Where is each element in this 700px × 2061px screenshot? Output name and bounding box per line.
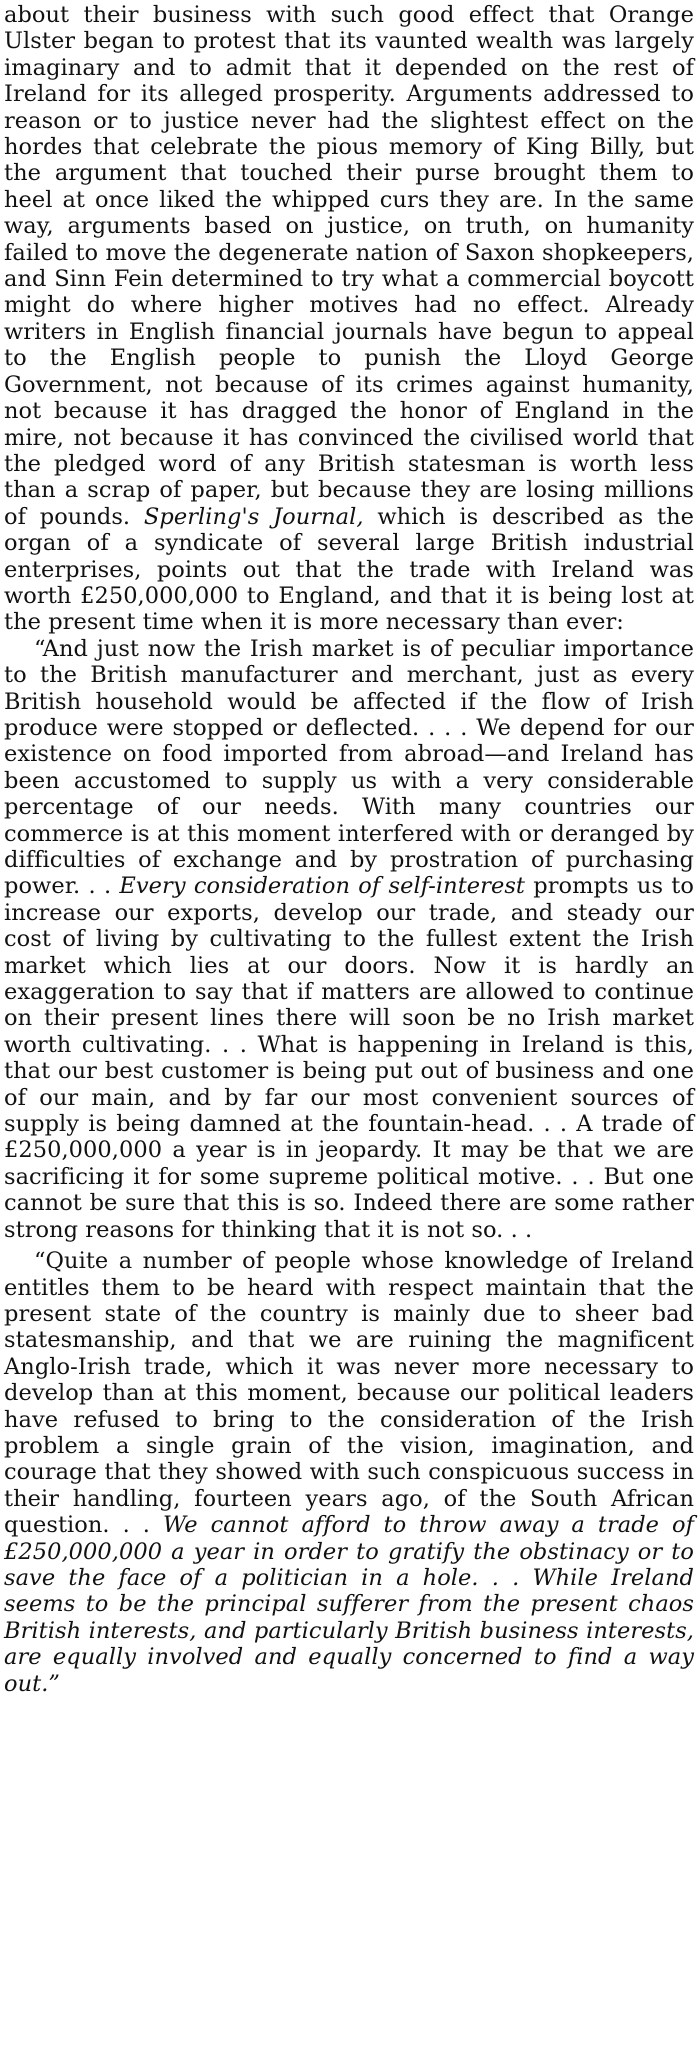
paragraph-2-quote bbox=[4, 636, 694, 1243]
journal-name: Sperling's Journal, bbox=[143, 503, 364, 530]
paragraph-1 bbox=[4, 2, 694, 636]
paragraph-2-text-b: prompts us to increase our exports, develop our trade, and steady our cost of living by cultivating to the fullest extent the Irish market which lies at our doors. Now it is hardly an exaggeration to say that if matters are allowed to continue on their present lines there will soon be no Irish market worth cultivating. . . What is happening in Ireland is this, that our best customer is being put out of business and one of our main, and by far our most convenient sources of supply is being damned at the fountain-head. . . A trade of £250,000,000 a year is in jeopardy. It may be that we are sacrificing it for some supreme political motive. . . But one cannot be sure that this is so. Indeed there are some rather strong reasons for thinking that it is not so. . . bbox=[4, 873, 694, 1243]
paragraph-1-text-b: which is described as the organ of a syndicate of several large British industrial enterprises, points out that the trade with Ireland was worth £250,000,000 to England, and that it is being lost at the present time when it is more necessary than ever: bbox=[4, 503, 695, 636]
paragraph-2-emphasis: Every consideration of self-interest bbox=[119, 873, 526, 900]
paragraph-1-text-a: about their business with such good effect that Orange Ulster began to protest that its vaunted wealth was largely imaginary and to admit that it depended on the rest of Ireland for its alleged prosperity. Arguments addressed to reason or to justice never had the slightest effect on the hordes that celebrate the pious memory of King Billy, but the argument that touched their purse brought them to heel at once liked the whipped curs they are. In the same way, arguments based on justice, on truth, on humanity failed to move the degenerate nation of Saxon shopkeepers, and Sinn Fein determined to try what a commercial boycott might do where higher motives had no effect. Already writers in English financial journals have begun to appeal to the English people to punish the Lloyd George Government, not because of its crimes against humanity, not because it has dragged the honor of England in the mire, not because it has convinced the civilised world that the pledged word of any British statesman is worth less than a scrap of paper, but because they are losing millions of pounds. bbox=[4, 2, 694, 530]
article-body bbox=[4, 2, 694, 1697]
paragraph-3-text-a: “Quite a number of people whose knowledge of Ireland entitles them to be heard with respect maintain that the present state of the country is mainly due to sheer bad statesmanship, and that we are ruining the magnificent Anglo-Irish trade, which it was never more necessary to develop than at this moment, because our political leaders have refused to bring to the consideration of the Irish problem a single grain of the vision, imagination, and courage that they showed with such conspicuous success in their handling, fourteen years ago, of the South African question. . . bbox=[4, 1248, 694, 1539]
paragraph-2-text-a: “And just now the Irish market is of peculiar importance to the British manufacturer and merchant, just as every British household would be affected if the flow of Irish produce were stopped or deflected. . . . We depend for our existence on food imported from abroad—and Ireland has been accustomed to supply us with a very considerable percentage of our needs. With many countries our commerce is at this moment interfered with or deranged by difficulties of exchange and by prostration of purchasing power. . . bbox=[4, 635, 694, 900]
paragraph-3-quote bbox=[4, 1248, 694, 1697]
paragraph-3-emphasis: We cannot afford to throw away a trade of £250,000,000 a year in order to gratify the obstinacy or to save the face of a politician in a hole. . . While Ireland seems to be the principal sufferer from the present chaos British interests, and particularly British business interests, are equally involved and equally concerned to find a way out.” bbox=[4, 1512, 694, 1697]
